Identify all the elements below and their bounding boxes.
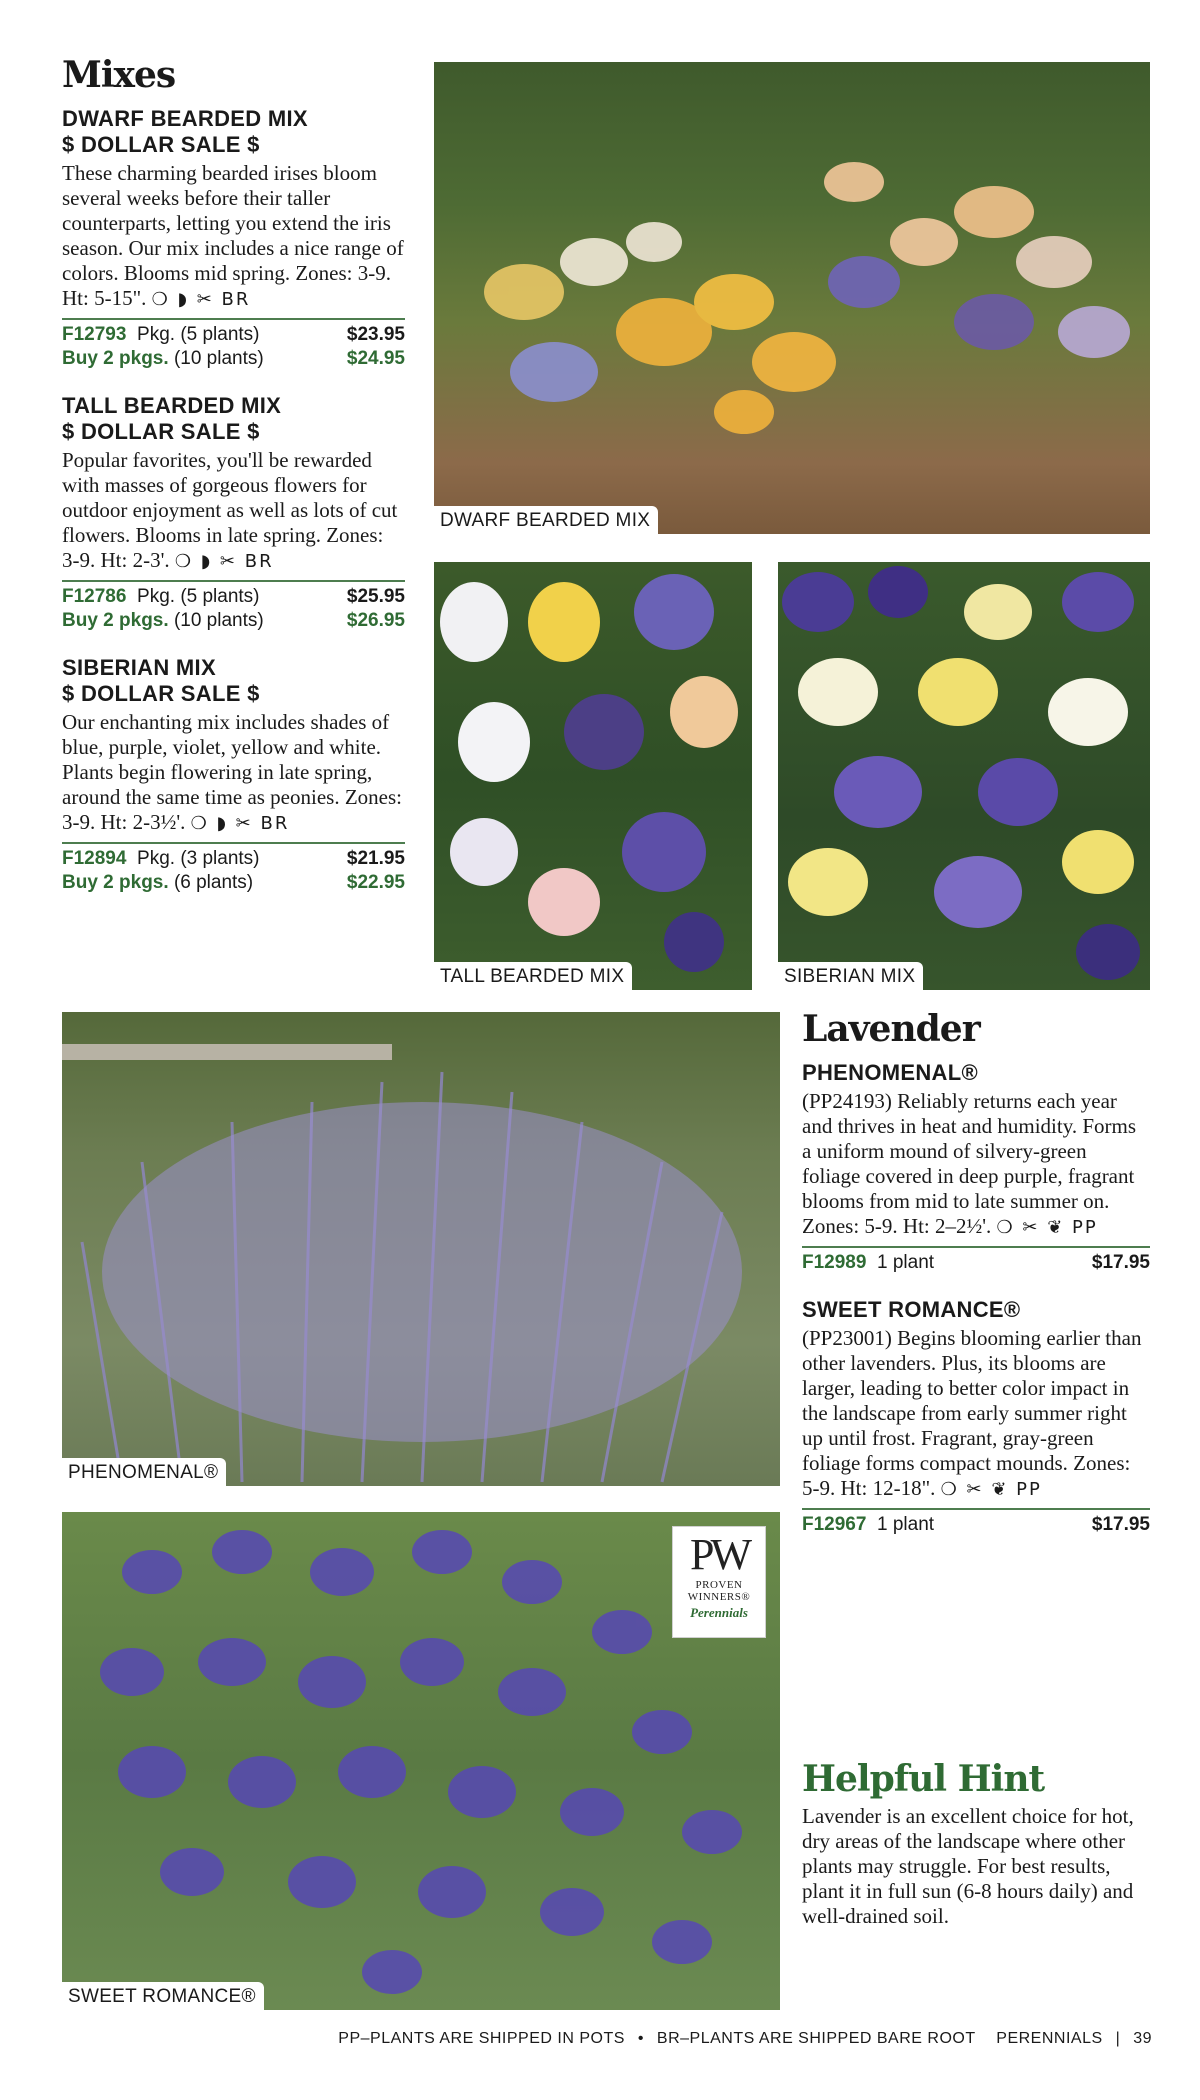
sale-label: $ DOLLAR SALE $ — [62, 131, 260, 157]
photo-caption: TALL BEARDED MIX — [434, 962, 632, 990]
lavender-title: Lavender — [802, 1008, 980, 1050]
product-name: SWEET ROMANCE® — [802, 1296, 1021, 1322]
package-desc: Pkg. (5 plants) — [137, 323, 260, 345]
buy-two-label: Buy 2 pkgs. — [62, 871, 169, 893]
price: $23.95 — [346, 323, 405, 345]
order-row-double[interactable] — [62, 871, 405, 895]
pw-logo-mark: PW — [690, 1530, 748, 1579]
iris-flowers-illustration — [434, 62, 1150, 534]
order-table — [62, 580, 405, 633]
product-name: DWARF BEARDED MIX — [62, 105, 308, 131]
hint-text: Lavender is an excellent choice for hot, dry areas of the landscape where other plants may struggle. For best results, plant it in full sun (6-8 hours daily) and well-drained soil. — [802, 1803, 1134, 1928]
package-desc: Pkg. (5 plants) — [137, 585, 260, 607]
sale-label: $ DOLLAR SALE $ — [62, 680, 260, 706]
order-row-double[interactable] — [62, 609, 405, 633]
growing-symbols: ❍ ✂ ❦ PP — [940, 1478, 1042, 1500]
package-desc: Pkg. (3 plants) — [137, 847, 260, 869]
photo-dwarf-bearded-mix[interactable] — [434, 62, 1150, 534]
sale-label: $ DOLLAR SALE $ — [62, 418, 260, 444]
price: $26.95 — [346, 609, 405, 631]
package-desc: (10 plants) — [173, 609, 264, 631]
order-row-single[interactable] — [62, 847, 405, 871]
order-row-single[interactable] — [802, 1513, 1150, 1537]
mixes-title: Mixes — [62, 54, 176, 96]
photo-tall-bearded-mix[interactable] — [434, 562, 752, 990]
order-table — [802, 1508, 1150, 1537]
product-name: SIBERIAN MIX — [62, 654, 216, 680]
order-table — [802, 1246, 1150, 1275]
page-number: 39 — [1133, 2030, 1152, 2047]
footer-divider: | — [1115, 2030, 1121, 2047]
product-description: Popular favorites, you'll be rewarded with masses of gorgeous flowers for outdoor enjoyment as well as lots of cut flowers. Blooms in late spring. Zones: 3-9. Ht: 2-3'. — [62, 447, 398, 572]
order-row-single[interactable] — [62, 323, 405, 347]
item-code: F12894 — [62, 847, 127, 869]
product-dwarf-bearded-mix — [62, 106, 405, 371]
pw-logo-line2: WINNERS® — [687, 1591, 751, 1603]
product-description: (PP24193) Reliably returns each year and thrives in heat and humidity. Forms a uniform mound of silvery-green foliage covered in deep purple, fragrant blooms from mid to late summer on. Zones: 5-9. Ht: 2–2½'. — [802, 1088, 1137, 1238]
price: $17.95 — [1091, 1513, 1150, 1535]
product-description: (PP23001) Begins blooming earlier than other lavenders. Plus, its blooms are larger, leading to better color impact in the landscape from early summer right up until frost. Fragrant, gray-green foliage forms compact mounds. Zones: 5-9. Ht: 12-18". — [802, 1325, 1142, 1500]
growing-symbols: ❍ ✂ ❦ PP — [996, 1216, 1098, 1238]
page-footer — [338, 2030, 1152, 2048]
price: $25.95 — [346, 585, 405, 607]
product-tall-bearded-mix — [62, 393, 405, 633]
helpful-hint — [802, 1760, 1150, 1929]
price: $17.95 — [1091, 1251, 1150, 1273]
order-table — [62, 842, 405, 895]
iris-flowers-illustration — [434, 562, 752, 990]
item-code: F12967 — [802, 1513, 867, 1535]
photo-caption: DWARF BEARDED MIX — [434, 506, 658, 534]
mixes-section — [62, 56, 405, 917]
photo-caption: PHENOMENAL® — [62, 1458, 226, 1486]
hint-title: Helpful Hint — [802, 1758, 1045, 1800]
package-desc: (6 plants) — [173, 871, 254, 893]
order-row-double[interactable] — [62, 347, 405, 371]
photo-sweet-romance[interactable] — [62, 1512, 780, 2010]
item-code: F12989 — [802, 1251, 867, 1273]
package-desc: (10 plants) — [173, 347, 264, 369]
buy-two-label: Buy 2 pkgs. — [62, 347, 169, 369]
footer-br-note: BR–PLANTS ARE SHIPPED BARE ROOT — [656, 2030, 976, 2047]
iris-flowers-illustration — [778, 562, 1150, 990]
buy-two-label: Buy 2 pkgs. — [62, 609, 169, 631]
price: $24.95 — [346, 347, 405, 369]
proven-winners-badge — [672, 1526, 766, 1638]
product-siberian-mix — [62, 655, 405, 895]
item-code: F12786 — [62, 585, 127, 607]
pw-logo-line1: PROVEN — [695, 1579, 743, 1591]
product-description: These charming bearded irises bloom several weeks before their taller counterparts, letting you extend the iris season. Our mix includes a nice range of colors. Blooms mid spring. Zones: 3-9. Ht: 5-15". — [62, 160, 404, 310]
growing-symbols: ❍ ◗ ✂ BR — [190, 812, 290, 834]
footer-section: PERENNIALS — [996, 2030, 1103, 2047]
pw-logo-script: Perennials — [690, 1605, 748, 1620]
product-description: Our enchanting mix includes shades of blue, purple, violet, yellow and white. Plants begin flowering in late spring, around the same time as peonies. Zones: 3-9. Ht: 2-3½'. — [62, 709, 402, 834]
lavender-illustration — [62, 1012, 780, 1486]
growing-symbols: ❍ ◗ ✂ BR — [151, 288, 251, 310]
package-desc: 1 plant — [877, 1251, 935, 1273]
item-code: F12793 — [62, 323, 127, 345]
order-row-single[interactable] — [802, 1251, 1150, 1275]
product-phenomenal — [802, 1060, 1150, 1275]
photo-caption: SWEET ROMANCE® — [62, 1982, 264, 2010]
photo-siberian-mix[interactable] — [778, 562, 1150, 990]
footer-pp-note: PP–PLANTS ARE SHIPPED IN POTS — [338, 2030, 625, 2047]
price: $21.95 — [346, 847, 405, 869]
product-sweet-romance — [802, 1297, 1150, 1537]
photo-phenomenal[interactable] — [62, 1012, 780, 1486]
package-desc: 1 plant — [877, 1513, 935, 1535]
photo-caption: SIBERIAN MIX — [778, 962, 923, 990]
order-row-single[interactable] — [62, 585, 405, 609]
growing-symbols: ❍ ◗ ✂ BR — [174, 550, 274, 572]
product-name: TALL BEARDED MIX — [62, 392, 282, 418]
order-table — [62, 318, 405, 371]
price: $22.95 — [346, 871, 405, 893]
product-name: PHENOMENAL® — [802, 1059, 978, 1085]
lavender-section — [802, 1010, 1150, 1559]
footer-bullet: • — [637, 2030, 644, 2047]
